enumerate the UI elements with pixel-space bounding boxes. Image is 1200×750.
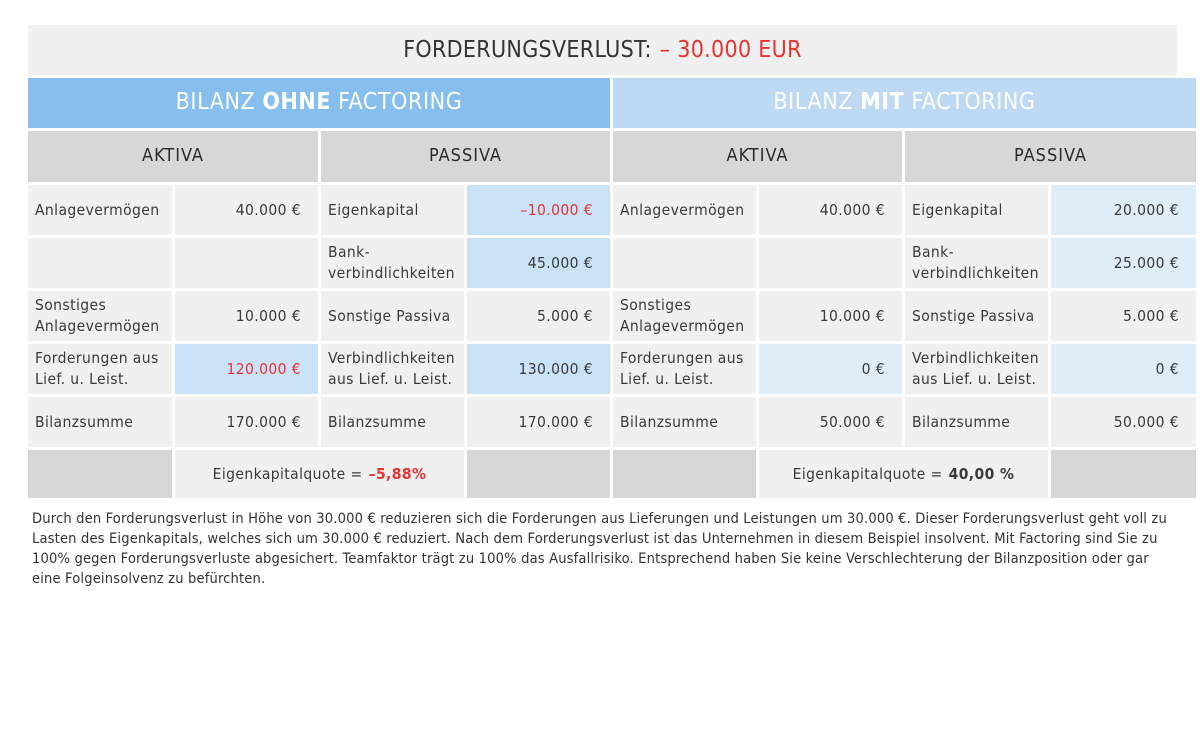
mit-quote-spacer <box>613 450 756 498</box>
description-text: Durch den Forderungsverlust in Höhe von 30.000 € reduzieren sich die Forderungen aus Lieferungen und Leistungen um 30.000 €. Dieser Forderungsverlust geht voll zu Lasten des Eigenkapitals, welches sich um 30.000 € reduziert. Nach dem Forderungsverlust ist das Unternehmen in diesem Beispiel insolvent. Mit Factoring sind Sie zu 100% gegen Forderungsverluste abgesichert. Teamfaktor trägt zu 100% das Ausfallrisiko. Entsprechend haben Sie keine Verschlechterung der Bilanzposition oder gar eine Folgeinsolvenz zu befürchten. <box>32 510 1167 587</box>
ohne-aktiva-value: 40.000 € <box>175 185 318 235</box>
mit-aktiva-header: AKTIVA <box>613 131 902 182</box>
page-title <box>28 25 1177 75</box>
mit-aktiva-label: Sonstiges Anlagevermögen <box>613 291 756 341</box>
mit-passiva-total-label: Bilanzsumme <box>905 397 1048 447</box>
mit-passiva-value: 0 € <box>1051 344 1196 394</box>
ohne-aktiva-value <box>175 238 318 288</box>
ohne-equity-ratio-value: –5,88% <box>368 464 427 483</box>
mit-aktiva-total-value: 50.000 € <box>759 397 902 447</box>
ohne-passiva-total-value: 170.000 € <box>467 397 610 447</box>
mit-passiva-label: Verbindlichkeiten aus Lief. u. Leist. <box>905 344 1048 394</box>
ohne-aktiva-label: Forderungen aus Lief. u. Leist. <box>28 344 172 394</box>
mit-passiva-value: 25.000 € <box>1051 238 1196 288</box>
mit-aktiva-value <box>759 238 902 288</box>
ohne-aktiva-label: Sonstiges Anlagevermögen <box>28 291 172 341</box>
band-mit-strong: MIT <box>860 89 905 116</box>
band-mit-post: FACTORING <box>911 89 1036 116</box>
mit-quote-spacer <box>1051 450 1196 498</box>
mit-aktiva-value: 10.000 € <box>759 291 902 341</box>
band-ohne-strong: OHNE <box>262 89 332 116</box>
ohne-aktiva-value: 120.000 € <box>175 344 318 394</box>
mit-equity-ratio <box>759 450 1048 498</box>
ohne-aktiva-label <box>28 238 172 288</box>
ohne-equity-ratio-label: Eigenkapitalquote = <box>212 464 363 483</box>
mit-passiva-label: Eigenkapital <box>905 185 1048 235</box>
ohne-passiva-label: Sonstige Passiva <box>321 291 464 341</box>
ohne-aktiva-total-value: 170.000 € <box>175 397 318 447</box>
mit-aktiva-value: 0 € <box>759 344 902 394</box>
balance-grid <box>28 78 1177 498</box>
mit-passiva-value: 5.000 € <box>1051 291 1196 341</box>
ohne-passiva-value: 5.000 € <box>467 291 610 341</box>
title-loss-value: – 30.000 EUR <box>659 37 802 63</box>
ohne-aktiva-header: AKTIVA <box>28 131 318 182</box>
ohne-quote-spacer <box>28 450 172 498</box>
mit-aktiva-label <box>613 238 756 288</box>
band-ohne-pre: BILANZ <box>175 89 256 116</box>
ohne-passiva-label: Bank- verbindlichkeiten <box>321 238 464 288</box>
mit-passiva-header: PASSIVA <box>905 131 1196 182</box>
ohne-passiva-value: 130.000 € <box>467 344 610 394</box>
ohne-passiva-value: 45.000 € <box>467 238 610 288</box>
ohne-equity-ratio <box>175 450 464 498</box>
ohne-quote-spacer <box>467 450 610 498</box>
ohne-passiva-value: –10.000 € <box>467 185 610 235</box>
mit-aktiva-label: Forderungen aus Lief. u. Leist. <box>613 344 756 394</box>
ohne-aktiva-label: Anlagevermögen <box>28 185 172 235</box>
band-ohne-factoring <box>28 78 610 128</box>
mit-aktiva-value: 40.000 € <box>759 185 902 235</box>
band-ohne-post: FACTORING <box>338 89 463 116</box>
mit-passiva-total-value: 50.000 € <box>1051 397 1196 447</box>
mit-aktiva-label: Anlagevermögen <box>613 185 756 235</box>
band-mit-factoring <box>613 78 1196 128</box>
mit-passiva-value: 20.000 € <box>1051 185 1196 235</box>
ohne-passiva-total-label: Bilanzsumme <box>321 397 464 447</box>
band-mit-pre: BILANZ <box>773 89 854 116</box>
balance-comparison <box>28 25 1177 498</box>
ohne-passiva-label: Verbindlichkeiten aus Lief. u. Leist. <box>321 344 464 394</box>
ohne-aktiva-total-label: Bilanzsumme <box>28 397 172 447</box>
mit-passiva-label: Bank- verbindlichkeiten <box>905 238 1048 288</box>
mit-aktiva-total-label: Bilanzsumme <box>613 397 756 447</box>
ohne-passiva-label: Eigenkapital <box>321 185 464 235</box>
mit-equity-ratio-label: Eigenkapitalquote = <box>792 464 943 483</box>
mit-passiva-label: Sonstige Passiva <box>905 291 1048 341</box>
title-label: FORDERUNGSVERLUST: <box>403 37 652 63</box>
ohne-aktiva-value: 10.000 € <box>175 291 318 341</box>
mit-equity-ratio-value: 40,00 % <box>948 464 1015 483</box>
ohne-passiva-header: PASSIVA <box>321 131 610 182</box>
